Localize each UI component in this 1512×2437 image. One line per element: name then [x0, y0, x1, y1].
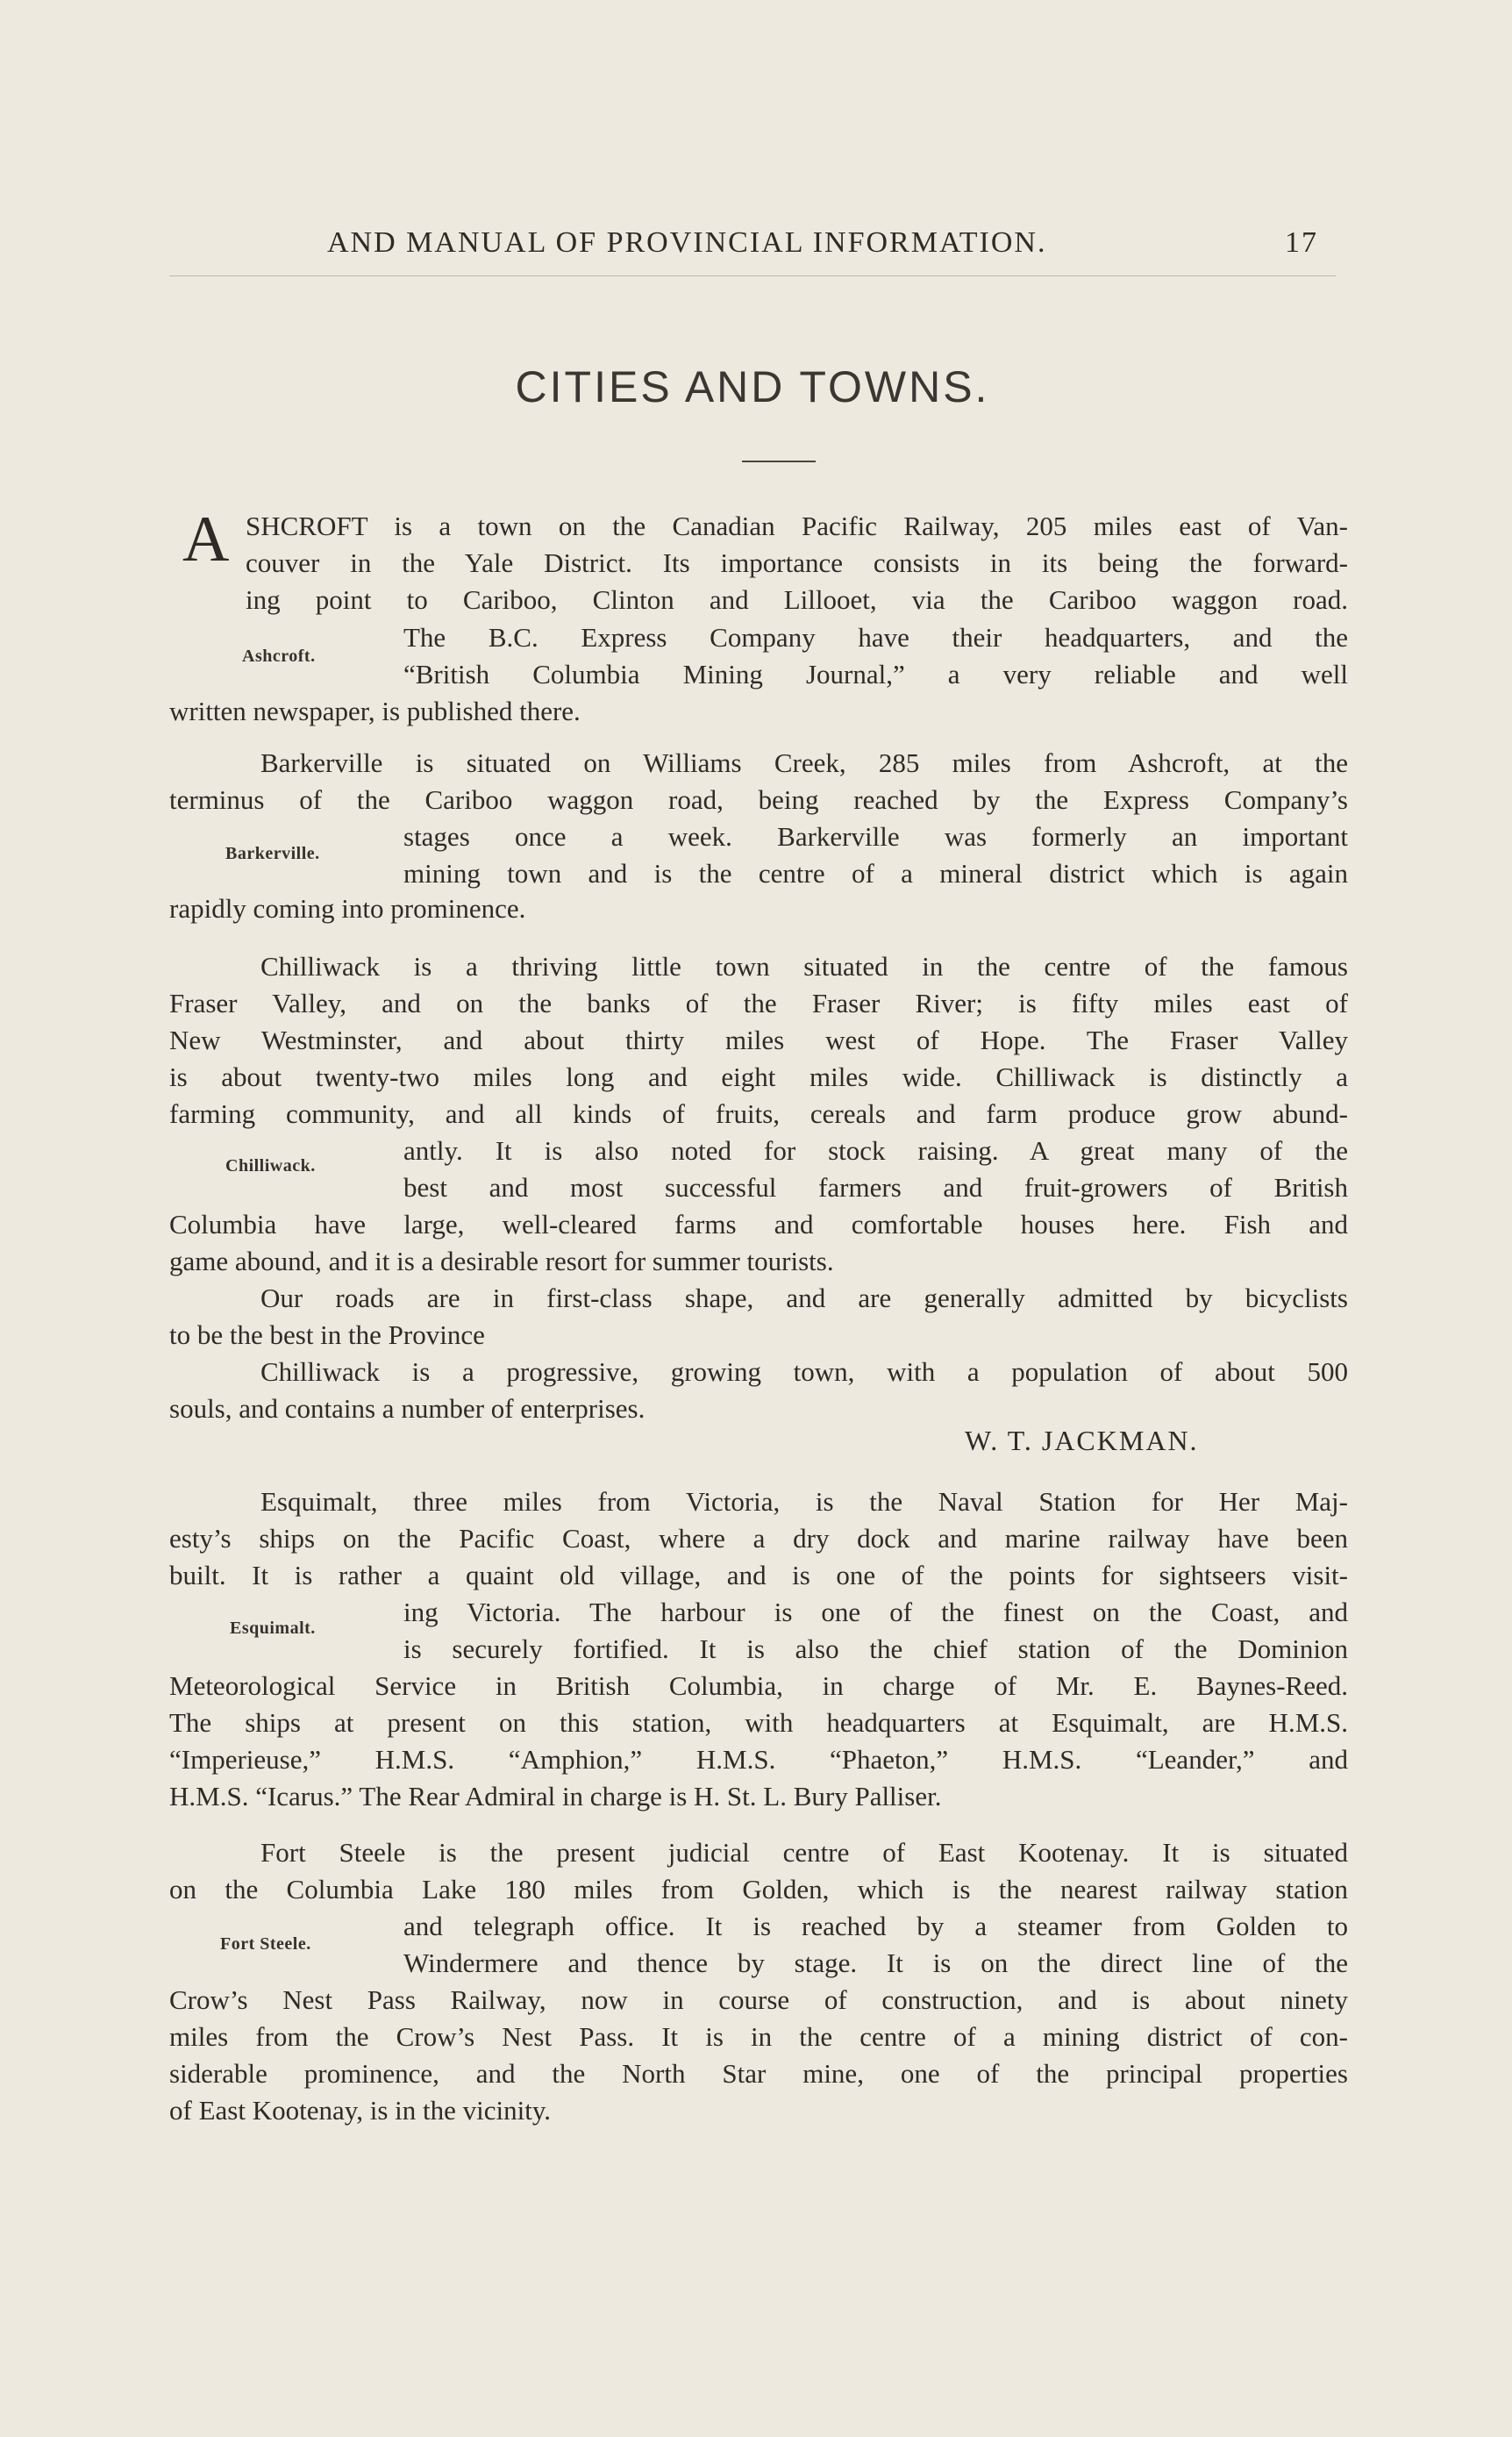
paragraph-line: souls, and contains a number of enterprises. — [169, 1393, 645, 1424]
paragraph-line: Fort Steele is the present judicial centre of East Kootenay. It is situated — [260, 1837, 1348, 1868]
paragraph-line: Chilliwack is a progressive, growing town, with a population of about 500 — [260, 1356, 1348, 1387]
paragraph-line: Fraser Valley, and on the banks of the Fraser River; is fifty miles east of — [169, 988, 1348, 1018]
header-divider — [169, 275, 1336, 276]
signature: W. T. JACKMAN. — [965, 1425, 1199, 1456]
paragraph-line: Columbia have large, well-cleared farms and comfortable houses here. Fish and — [169, 1209, 1348, 1240]
side-label-chilliwack: Chilliwack. — [225, 1156, 316, 1176]
paragraph-line: siderable prominence, and the North Star mine, one of the principal properties — [169, 2058, 1348, 2089]
title-divider — [742, 461, 816, 462]
paragraph-line: Our roads are in first-class shape, and are generally admitted by bicyclists — [260, 1283, 1348, 1313]
paragraph-line: written newspaper, is published there. — [169, 696, 581, 726]
paragraph-line: “British Columbia Mining Journal,” a very reliable and well — [403, 659, 1348, 690]
paragraph-line: is about twenty-two miles long and eight miles wide. Chilliwack is distinctly a — [169, 1061, 1348, 1092]
paragraph-line: built. It is rather a quaint old village, and is one of the points for sightseers visit- — [169, 1560, 1348, 1590]
paragraph-line: ing point to Cariboo, Clinton and Lillooet, via the Cariboo waggon road. — [246, 584, 1348, 615]
paragraph-line: to be the best in the Province — [169, 1319, 485, 1350]
paragraph-line: Windermere and thence by stage. It is on the direct line of the — [403, 1947, 1348, 1978]
paragraph-line: game abound, and it is a desirable resort for summer tourists. — [169, 1246, 834, 1276]
paragraph-line: on the Columbia Lake 180 miles from Golden, which is the nearest railway station — [169, 1874, 1348, 1905]
running-title: AND MANUAL OF PROVINCIAL INFORMATION. — [327, 226, 1047, 259]
paragraph-line: terminus of the Cariboo waggon road, being reached by the Express Company’s — [169, 784, 1348, 815]
paragraph-line: rapidly coming into prominence. — [169, 893, 526, 924]
paragraph-line: miles from the Crow’s Nest Pass. It is in the centre of a mining district of con- — [169, 2021, 1348, 2052]
paragraph-line: Meteorological Service in British Columbia, in charge of Mr. E. Baynes-Reed. — [169, 1670, 1348, 1701]
paragraph-line: best and most successful farmers and fruit-growers of British — [403, 1172, 1348, 1203]
side-label-ashcroft: Ashcroft. — [242, 647, 316, 666]
paragraph-line: ing Victoria. The harbour is one of the finest on the Coast, and — [403, 1597, 1348, 1627]
paragraph-line: Barkerville is situated on Williams Creek, 285 miles from Ashcroft, at the — [260, 747, 1348, 778]
page-title: CITIES AND TOWNS. — [515, 362, 990, 411]
paragraph-line: is securely fortified. It is also the chief station of the Dominion — [403, 1633, 1348, 1664]
page-number: 17 — [1285, 226, 1318, 259]
paragraph-line: “Imperieuse,” H.M.S. “Amphion,” H.M.S. “Phaeton,” H.M.S. “Leander,” and — [169, 1744, 1348, 1775]
paragraph-line: antly. It is also noted for stock raising. A great many of the — [403, 1135, 1348, 1166]
paragraph-line: mining town and is the centre of a mineral district which is again — [403, 858, 1348, 889]
paragraph-line: The B.C. Express Company have their headquarters, and the — [403, 622, 1348, 653]
side-label-barkerville: Barkerville. — [225, 844, 320, 863]
paragraph-line: farming community, and all kinds of fruits, cereals and farm produce grow abund- — [169, 1098, 1348, 1129]
paragraph-line: couver in the Yale District. Its importance consists in its being the forward- — [246, 547, 1348, 578]
side-label-esquimalt: Esquimalt. — [230, 1619, 316, 1638]
paragraph-line: Esquimalt, three miles from Victoria, is the Naval Station for Her Maj- — [260, 1486, 1348, 1517]
paragraph-line: SHCROFT is a town on the Canadian Pacific Railway, 205 miles east of Van- — [246, 511, 1348, 541]
paragraph-line: The ships at present on this station, with headquarters at Esquimalt, are H.M.S. — [169, 1707, 1348, 1738]
paragraph-line: Crow’s Nest Pass Railway, now in course of construction, and is about ninety — [169, 1984, 1348, 2015]
paragraph-line: and telegraph office. It is reached by a steamer from Golden to — [403, 1911, 1348, 1941]
paragraph-line: Chilliwack is a thriving little town situated in the centre of the famous — [260, 951, 1348, 982]
paragraph-line: of East Kootenay, is in the vicinity. — [169, 2095, 552, 2126]
drop-cap: A — [182, 504, 230, 575]
paragraph-line: H.M.S. “Icarus.” The Rear Admiral in charge is H. St. L. Bury Palliser. — [169, 1781, 942, 1812]
paragraph-line: esty’s ships on the Pacific Coast, where a dry dock and marine railway have been — [169, 1523, 1348, 1554]
running-header — [169, 226, 1336, 261]
side-label-fort-steele: Fort Steele. — [220, 1934, 311, 1954]
paragraph-line: stages once a week. Barkerville was formerly an important — [403, 821, 1348, 852]
paragraph-line: New Westminster, and about thirty miles west of Hope. The Fraser Valley — [169, 1025, 1348, 1055]
